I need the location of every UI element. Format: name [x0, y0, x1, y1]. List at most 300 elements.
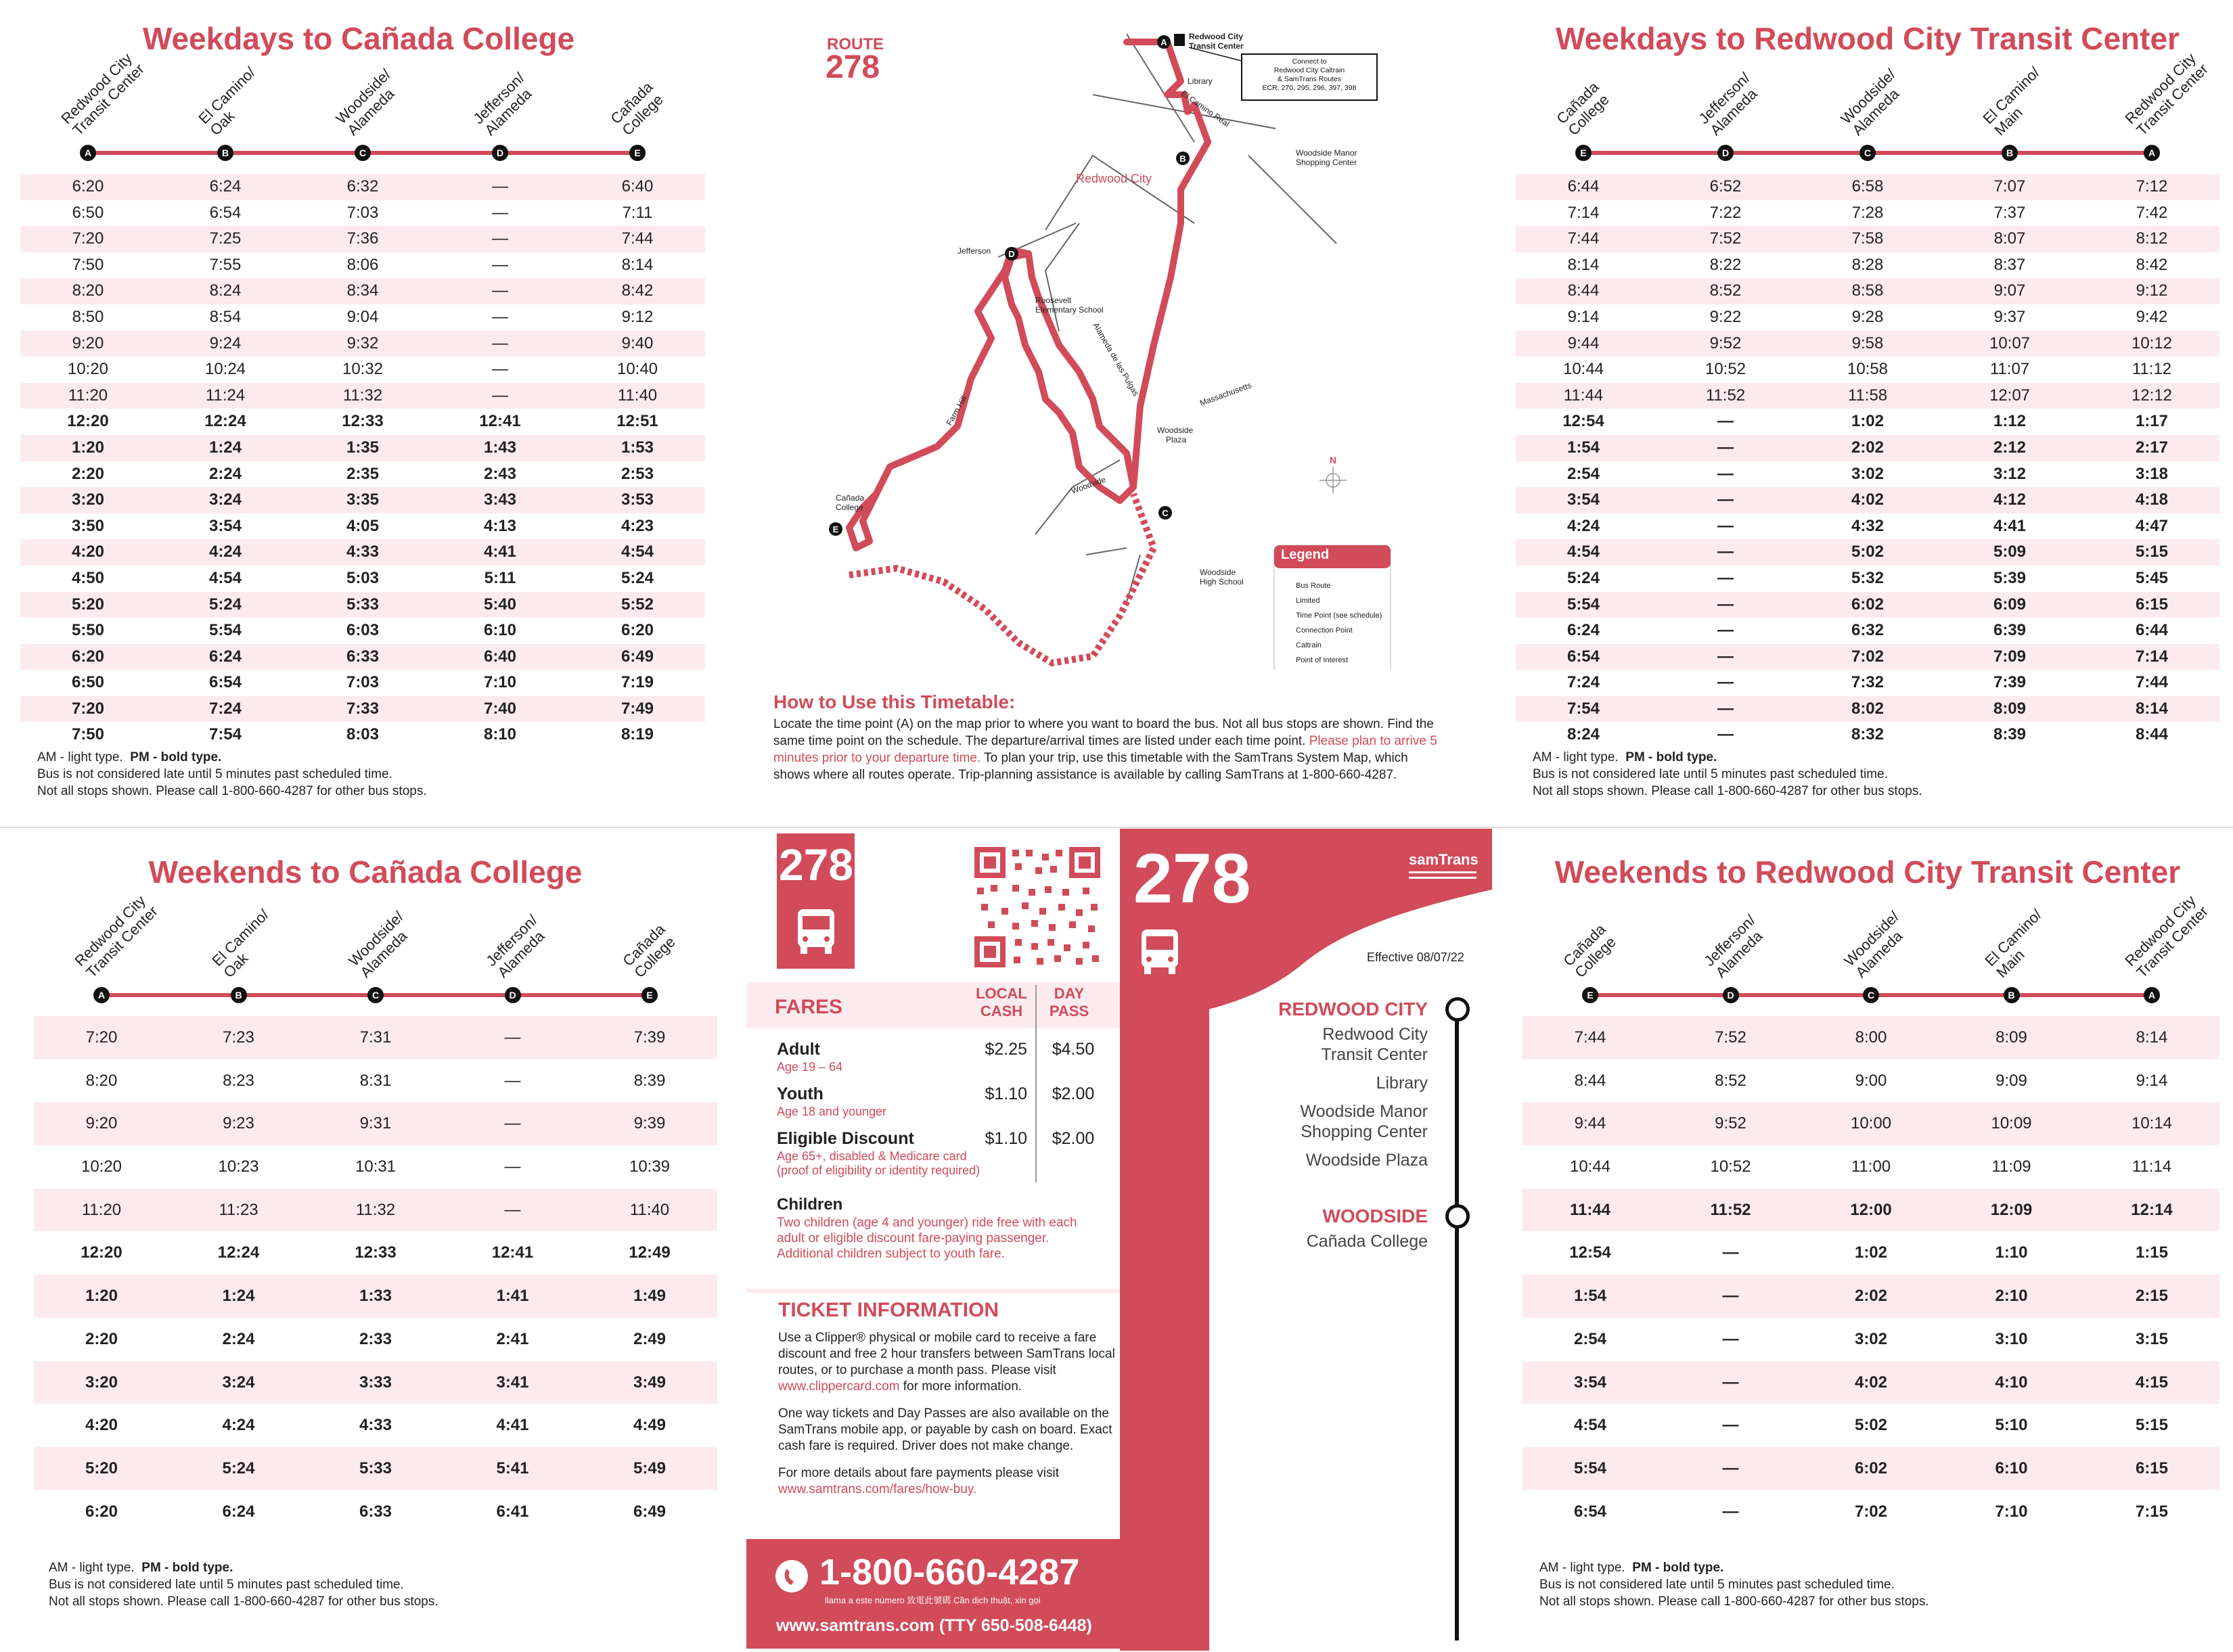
- table-row: [20, 644, 705, 670]
- time-cell: 4:33: [359, 1416, 392, 1435]
- table-row: [1516, 670, 2219, 696]
- time-point-label: Jefferson/ Alameda: [1695, 69, 1761, 139]
- time-cell: 2:20: [85, 1329, 118, 1348]
- time-cell: 5:15: [2135, 543, 2169, 561]
- time-cell: —: [504, 1114, 521, 1133]
- time-cell: 6:52: [1709, 177, 1742, 196]
- table-row: [1516, 539, 2219, 566]
- time-cell: 8:14: [621, 255, 654, 274]
- time-cell: 11:20: [68, 386, 108, 405]
- time-cell: 3:20: [85, 1373, 118, 1392]
- time-point-marker: A: [93, 987, 110, 1003]
- table-row: [1522, 1361, 2219, 1404]
- time-cell: 7:44: [621, 229, 654, 248]
- time-cell: —: [504, 1157, 521, 1176]
- time-cell: 11:09: [1991, 1157, 2031, 1176]
- time-cell: 5:09: [1993, 543, 2027, 561]
- time-cell: —: [1717, 438, 1734, 457]
- svg-text:B: B: [1179, 154, 1186, 164]
- time-cell: 5:10: [1995, 1416, 2028, 1435]
- svg-text:ECR, 270, 295, 296, 397, 398: ECR, 270, 295, 296, 397, 398: [1262, 84, 1357, 92]
- time-cell: 3:24: [222, 1373, 255, 1392]
- time-cell: —: [492, 177, 508, 196]
- time-cell: —: [1717, 568, 1734, 587]
- table-row: [1516, 226, 2219, 252]
- time-cell: 1:54: [1566, 438, 1600, 457]
- time-cell: 5:49: [633, 1459, 667, 1477]
- stop-header: [1522, 892, 2219, 1001]
- time-cell: 1:17: [2135, 412, 2169, 431]
- time-cell: 6:10: [1995, 1459, 2028, 1477]
- svg-text:A: A: [1160, 37, 1167, 47]
- time-cell: 6:54: [1566, 647, 1600, 666]
- fare-local-cash: $1.10: [985, 1084, 1027, 1103]
- time-cell: 4:41: [496, 1416, 529, 1435]
- time-cell: 8:09: [1993, 699, 2027, 718]
- time-cell: 11:23: [219, 1200, 258, 1219]
- legend-items: [1281, 578, 1382, 668]
- time-cell: 6:24: [1566, 621, 1600, 640]
- time-cell: 7:03: [346, 203, 379, 222]
- time-cell: 11:44: [1563, 386, 1604, 405]
- time-cell: 2:54: [1566, 464, 1600, 483]
- svg-text:Cañada: Cañada: [836, 493, 865, 503]
- time-cell: 12:41: [479, 412, 521, 431]
- time-cell: 6:32: [1851, 621, 1885, 640]
- howto-title: How to Use this Timetable:: [773, 691, 1016, 712]
- time-cell: 11:44: [1569, 1200, 1611, 1219]
- time-cell: 12:24: [217, 1243, 260, 1262]
- time-cell: 6:54: [1573, 1502, 1607, 1521]
- table-row: [20, 722, 705, 748]
- time-cell: 7:54: [1566, 699, 1600, 718]
- time-cell: 5:40: [483, 595, 517, 614]
- time-point-label: Cañada College: [619, 920, 679, 981]
- time-cell: 9:44: [1567, 334, 1600, 352]
- time-point-label: Cañada College: [607, 78, 667, 139]
- notes-weekdays-canada: AM - light type. PM - bold type. Bus is not considered late until 5 minutes past scheduled time. Not all stops shown. Please call 1-800-660-4287 for other bus stops.: [37, 750, 427, 798]
- weekdays-redwood-title: Weekdays to Redwood City Transit Center: [1556, 21, 2180, 56]
- weekdays-canada-timetable: [20, 49, 705, 748]
- time-cell: 9:14: [1567, 307, 1600, 326]
- time-point-marker: C: [355, 145, 371, 161]
- time-cell: 9:00: [1855, 1071, 1887, 1090]
- table-row: [34, 1490, 717, 1534]
- time-cell: 8:50: [72, 307, 104, 326]
- time-cell: 5:20: [85, 1459, 118, 1477]
- table-row: [20, 592, 705, 618]
- fare-age: Age 19 – 64: [777, 1060, 843, 1074]
- cover-bus-icon: [1139, 928, 1181, 976]
- table-row: [34, 1231, 717, 1275]
- time-cell: 4:47: [2135, 516, 2169, 535]
- time-cell: 4:10: [1995, 1373, 2028, 1392]
- website-tty[interactable]: www.samtrans.com (TTY 650-508-6448): [776, 1616, 1092, 1635]
- table-row: [34, 1275, 717, 1318]
- time-cell: 3:12: [1993, 464, 2027, 483]
- svg-text:& SamTrans Routes: & SamTrans Routes: [1277, 75, 1342, 83]
- svg-text:Woodside: Woodside: [1200, 568, 1236, 577]
- time-cell: 8:14: [2136, 1028, 2168, 1047]
- samtrans-logo: [1409, 851, 1479, 879]
- time-cell: —: [1717, 595, 1734, 614]
- howto-text: Locate the time point (A) on the map prior to where you want to board the bus. Not all bus stops are shown. Find the same time point on the schedule. The departure/arrival times are listed under each time point. Please plan to arrive 5 minutes prior to your departure time. To plan your trip, use this timetable with the SamTrans System Map, which shows where all routes operate. Trip-planning assistance is available by calling SamTrans at 1-800-660-4287.: [773, 717, 1437, 782]
- time-cell: 4:41: [483, 543, 517, 561]
- legend-item: Limited: [1296, 597, 1320, 605]
- time-point-label: Jefferson/ Alameda: [1700, 911, 1765, 981]
- time-cell: 2:24: [222, 1329, 255, 1348]
- table-row: [1522, 1189, 2219, 1232]
- cover-line: [1455, 1008, 1459, 1640]
- phone-languages: llama a este número 致電此號碼 Cần dịch thuật, xin gọi: [825, 1595, 1041, 1605]
- time-cell: 7:44: [2135, 673, 2169, 692]
- schedule-rows: [1516, 174, 2219, 748]
- time-cell: 7:22: [1709, 203, 1742, 222]
- table-row: [20, 226, 705, 252]
- table-row: [20, 252, 705, 279]
- cover-route-number: 278: [1133, 840, 1251, 918]
- time-cell: 2:43: [483, 464, 517, 483]
- time-cell: 1:12: [1993, 412, 2027, 431]
- time-cell: 7:24: [208, 699, 242, 718]
- time-point-marker: B: [2004, 987, 2020, 1003]
- svg-text:N: N: [1330, 455, 1337, 465]
- time-cell: 8:20: [85, 1071, 118, 1090]
- svg-text:High School: High School: [1200, 577, 1244, 587]
- time-cell: 7:31: [359, 1028, 392, 1047]
- time-cell: 1:41: [496, 1287, 529, 1306]
- svg-text:Woodside: Woodside: [1157, 426, 1194, 435]
- cover-stop: Library: [1376, 1074, 1428, 1093]
- time-cell: 7:50: [72, 255, 104, 274]
- notes-weekdays-redwood: AM - light type. PM - bold type. Bus is not considered late until 5 minutes past scheduled time. Not all stops shown. Please call 1-800-660-4287 for other bus stops.: [1533, 750, 1922, 798]
- time-cell: 2:24: [208, 464, 242, 483]
- time-cell: —: [1717, 412, 1734, 431]
- time-cell: 6:20: [85, 1502, 118, 1521]
- fare-day-pass: $2.00: [1052, 1129, 1095, 1148]
- time-point-label: Jefferson/ Alameda: [470, 69, 535, 139]
- notes-weekends-redwood: AM - light type. PM - bold type. Bus is not considered late until 5 minutes past scheduled time. Not all stops shown. Please call 1-800-660-4287 for other bus stops.: [1539, 1561, 1929, 1609]
- time-cell: 4:12: [1993, 490, 2027, 509]
- time-cell: 7:40: [483, 699, 517, 718]
- time-cell: 5:24: [1566, 568, 1600, 587]
- route-number: 278: [826, 49, 880, 85]
- ticket-text: Use a Clipper® physical or mobile card to receive a fare discount and free 2 hour transfers between SamTrans local routes, or to purchase a month pass. Please visit www.clippercard.com for more information. One way tickets and Day Passes are also available on the SamTrans mobile app, or payable by cash on board. Exact cash fare is required. Driver does not make change. For more details about fare payments please visit www.samtrans.com/fares/how-buy.: [778, 1331, 1115, 1496]
- time-cell: 7:14: [1567, 203, 1600, 222]
- time-cell: 4:18: [2135, 490, 2169, 509]
- time-cell: 1:10: [1995, 1243, 2028, 1262]
- table-row: [1516, 722, 2219, 748]
- table-row: [20, 513, 705, 540]
- effective-date: Effective 08/07/22: [1367, 950, 1464, 964]
- time-cell: —: [504, 1071, 521, 1090]
- time-cell: 4:05: [346, 516, 380, 535]
- time-cell: 9:58: [1851, 334, 1884, 352]
- stop-header: [1516, 49, 2219, 159]
- table-row: [34, 1059, 717, 1103]
- time-cell: 8:58: [1851, 281, 1884, 300]
- time-cell: 9:04: [346, 307, 379, 326]
- table-row: [1522, 1145, 2219, 1189]
- fare-row: [777, 1129, 1115, 1191]
- time-cell: 6:50: [72, 203, 104, 222]
- time-cell: 2:02: [1854, 1287, 1888, 1306]
- time-cell: 2:02: [1851, 438, 1885, 457]
- table-row: [34, 1145, 717, 1189]
- time-cell: 5:02: [1854, 1416, 1888, 1435]
- cover-city-redwood: REDWOOD CITY: [1278, 999, 1428, 1019]
- time-cell: 1:24: [208, 438, 242, 457]
- fare-local-cash: $2.25: [985, 1040, 1027, 1059]
- time-cell: 8:54: [209, 307, 242, 326]
- time-cell: —: [1717, 516, 1734, 535]
- table-row: [1516, 592, 2219, 618]
- time-cell: 8:09: [1995, 1028, 2027, 1047]
- children-title: Children: [777, 1195, 843, 1214]
- time-point-label: Woodside/ Alameda: [1837, 66, 1903, 139]
- time-cell: 10:44: [1569, 1157, 1611, 1176]
- cover-node-redwood: [1445, 997, 1470, 1022]
- time-cell: 4:54: [621, 543, 654, 561]
- weekends-canada-timetable: [34, 892, 717, 1533]
- time-cell: 6:10: [483, 621, 517, 640]
- time-cell: 7:39: [1993, 673, 2027, 692]
- time-cell: 7:42: [2136, 203, 2168, 222]
- time-cell: 10:52: [1705, 360, 1746, 379]
- time-cell: 6:24: [222, 1502, 255, 1521]
- time-cell: 2:33: [359, 1329, 392, 1348]
- legend-title: Legend: [1281, 547, 1330, 562]
- time-cell: 9:20: [72, 334, 104, 352]
- time-cell: 9:23: [223, 1114, 254, 1133]
- time-cell: 4:20: [85, 1416, 118, 1435]
- time-cell: 11:00: [1851, 1157, 1891, 1176]
- time-cell: 7:24: [1566, 673, 1600, 692]
- time-cell: 1:43: [483, 438, 517, 457]
- table-row: [20, 618, 705, 644]
- time-cell: 8:23: [223, 1071, 254, 1090]
- table-row: [20, 200, 705, 227]
- table-row: [1522, 1102, 2219, 1145]
- time-cell: 9:42: [2136, 307, 2168, 326]
- svg-text:Transit Center: Transit Center: [1189, 41, 1244, 51]
- time-cell: —: [1722, 1459, 1739, 1477]
- time-cell: 3:53: [621, 490, 654, 509]
- time-cell: 7:32: [1851, 673, 1885, 692]
- table-row: [34, 1318, 717, 1361]
- table-row: [1522, 1318, 2219, 1361]
- phone-number[interactable]: 1-800-660-4287: [819, 1552, 1080, 1592]
- time-cell: 6:58: [1851, 177, 1884, 196]
- time-cell: 3:49: [633, 1373, 667, 1392]
- time-cell: 9:22: [1709, 307, 1742, 326]
- table-row: [34, 1102, 717, 1145]
- table-row: [1516, 200, 2219, 227]
- phone-panel: [746, 1539, 1121, 1649]
- table-row: [1522, 1016, 2219, 1059]
- table-row: [1516, 252, 2219, 279]
- stop-header: [34, 892, 717, 1001]
- fold-divider: [0, 827, 2233, 828]
- time-cell: 4:24: [222, 1416, 255, 1435]
- time-cell: 12:00: [1850, 1200, 1892, 1219]
- time-cell: 4:13: [483, 516, 517, 535]
- time-cell: 2:20: [71, 464, 105, 483]
- time-cell: 6:40: [483, 647, 517, 666]
- time-cell: 12:14: [2131, 1200, 2173, 1219]
- time-cell: 9:37: [1993, 307, 2026, 326]
- time-cell: 5:11: [484, 568, 516, 587]
- time-cell: 1:35: [346, 438, 380, 457]
- time-cell: 7:23: [223, 1028, 254, 1047]
- weekends-canada-title: Weekends to Cañada College: [148, 854, 583, 890]
- time-cell: 6:54: [208, 673, 242, 692]
- table-row: [34, 1404, 717, 1447]
- svg-text:Massachusetts: Massachusetts: [1198, 380, 1253, 408]
- time-cell: 7:20: [72, 229, 104, 248]
- table-row: [1516, 618, 2219, 644]
- time-point-label: El Camino/ Main: [1981, 906, 2045, 981]
- time-cell: 8:42: [2136, 255, 2168, 274]
- time-cell: 6:32: [346, 177, 379, 196]
- table-row: [20, 435, 705, 461]
- time-cell: 8:34: [346, 281, 379, 300]
- table-row: [1516, 409, 2219, 435]
- time-cell: 1:33: [359, 1287, 392, 1306]
- time-point-marker: B: [231, 987, 247, 1003]
- time-cell: —: [504, 1028, 521, 1047]
- time-cell: 10:20: [67, 360, 109, 379]
- fare-name: Youth: [777, 1084, 824, 1103]
- time-point-marker: A: [80, 145, 96, 161]
- time-cell: 8:52: [1709, 281, 1742, 300]
- time-cell: 11:40: [617, 386, 658, 405]
- time-cell: 9:07: [1993, 281, 2026, 300]
- time-cell: 6:20: [621, 621, 654, 640]
- fare-age: Age 18 and younger: [777, 1105, 887, 1118]
- time-cell: 7:19: [621, 673, 654, 692]
- time-point-marker: E: [641, 987, 658, 1003]
- table-row: [34, 1361, 717, 1404]
- time-cell: 3:54: [1566, 490, 1600, 509]
- time-cell: —: [1722, 1329, 1739, 1348]
- time-cell: 9:52: [1709, 334, 1742, 352]
- time-point-label: Jefferson/ Alameda: [482, 911, 547, 981]
- time-cell: —: [492, 203, 508, 222]
- table-row: [20, 331, 705, 357]
- time-cell: 6:20: [72, 177, 104, 196]
- time-cell: —: [1722, 1243, 1739, 1262]
- time-cell: 4:54: [1566, 543, 1600, 561]
- time-cell: 5:41: [496, 1459, 529, 1477]
- time-cell: 4:24: [1566, 516, 1600, 535]
- time-cell: 8:44: [1567, 281, 1600, 300]
- cover-stop: Woodside Plaza: [1305, 1151, 1428, 1170]
- table-row: [1522, 1275, 2219, 1318]
- time-cell: 10:12: [2131, 334, 2173, 352]
- time-cell: 10:09: [1991, 1114, 2032, 1133]
- time-cell: 7:28: [1851, 203, 1884, 222]
- time-cell: 9:31: [359, 1114, 392, 1133]
- time-cell: 5:24: [621, 568, 654, 587]
- time-cell: 9:32: [346, 334, 379, 352]
- legend-item: Point of Interest: [1296, 656, 1349, 664]
- time-cell: 8:39: [633, 1071, 666, 1090]
- time-cell: —: [1722, 1287, 1739, 1306]
- time-cell: 7:44: [1567, 229, 1600, 248]
- cover-city-woodside: WOODSIDE: [1322, 1206, 1428, 1226]
- time-cell: —: [492, 255, 508, 274]
- time-point-label: Redwood City Transit Center: [2121, 892, 2211, 981]
- time-cell: 12:54: [1569, 1243, 1611, 1262]
- time-cell: 2:12: [1993, 438, 2027, 457]
- table-row: [20, 174, 705, 200]
- time-cell: 12:20: [67, 412, 109, 431]
- time-cell: 8:44: [1574, 1071, 1606, 1090]
- time-cell: 11:07: [1989, 360, 2030, 379]
- time-cell: 10:20: [81, 1157, 122, 1176]
- weekdays-redwood-timetable: [1516, 49, 2219, 748]
- table-row: [20, 357, 705, 383]
- fare-row: [777, 1040, 1115, 1084]
- time-cell: 8:31: [359, 1071, 392, 1090]
- time-cell: —: [1717, 621, 1734, 640]
- time-cell: 11:12: [2132, 360, 2172, 379]
- time-cell: 9:39: [633, 1114, 666, 1133]
- time-cell: 8:42: [621, 281, 654, 300]
- fare-items: [777, 1040, 1115, 1191]
- table-row: [1516, 174, 2219, 200]
- time-cell: 6:15: [2135, 595, 2169, 614]
- time-cell: 12:24: [204, 412, 246, 431]
- time-cell: 12:51: [616, 412, 658, 431]
- time-point-label: Woodside/ Alameda: [1841, 908, 1906, 981]
- time-cell: 1:20: [85, 1287, 118, 1306]
- table-row: [1516, 278, 2219, 304]
- table-row: [1516, 487, 2219, 513]
- time-cell: 7:09: [1993, 647, 2027, 666]
- time-point-marker: E: [1575, 145, 1592, 161]
- time-cell: 6:02: [1854, 1459, 1888, 1477]
- time-cell: 9:24: [209, 334, 242, 352]
- time-cell: 7:52: [1709, 229, 1742, 248]
- time-cell: 3:15: [2135, 1329, 2169, 1348]
- time-cell: 8:03: [346, 725, 380, 744]
- time-point-label: El Camino/ Oak: [195, 64, 259, 139]
- time-cell: 4:54: [208, 568, 242, 587]
- time-cell: 8:07: [1993, 229, 2026, 248]
- time-cell: 7:10: [1995, 1502, 2028, 1521]
- time-cell: 8:24: [1566, 725, 1600, 744]
- svg-text:C: C: [1162, 508, 1169, 518]
- time-cell: 6:15: [2135, 1459, 2169, 1477]
- fare-row: [777, 1084, 1115, 1129]
- table-row: [1516, 566, 2219, 592]
- time-point-marker: A: [2144, 145, 2160, 161]
- time-cell: 10:14: [2131, 1114, 2173, 1133]
- time-cell: 8:52: [1715, 1071, 1746, 1090]
- weekends-redwood-title: Weekends to Redwood City Transit Center: [1554, 854, 2181, 890]
- svg-text:Elementary School: Elementary School: [1035, 305, 1104, 315]
- time-cell: 11:58: [1847, 386, 1888, 405]
- time-cell: 10:40: [616, 360, 658, 379]
- svg-text:Redwood City: Redwood City: [1076, 172, 1152, 185]
- time-cell: 6:03: [346, 621, 380, 640]
- time-cell: 3:50: [71, 516, 105, 535]
- svg-text:E: E: [832, 524, 839, 534]
- time-cell: 6:40: [621, 177, 654, 196]
- cover-stop: Woodside Manor Shopping Center: [1300, 1102, 1428, 1141]
